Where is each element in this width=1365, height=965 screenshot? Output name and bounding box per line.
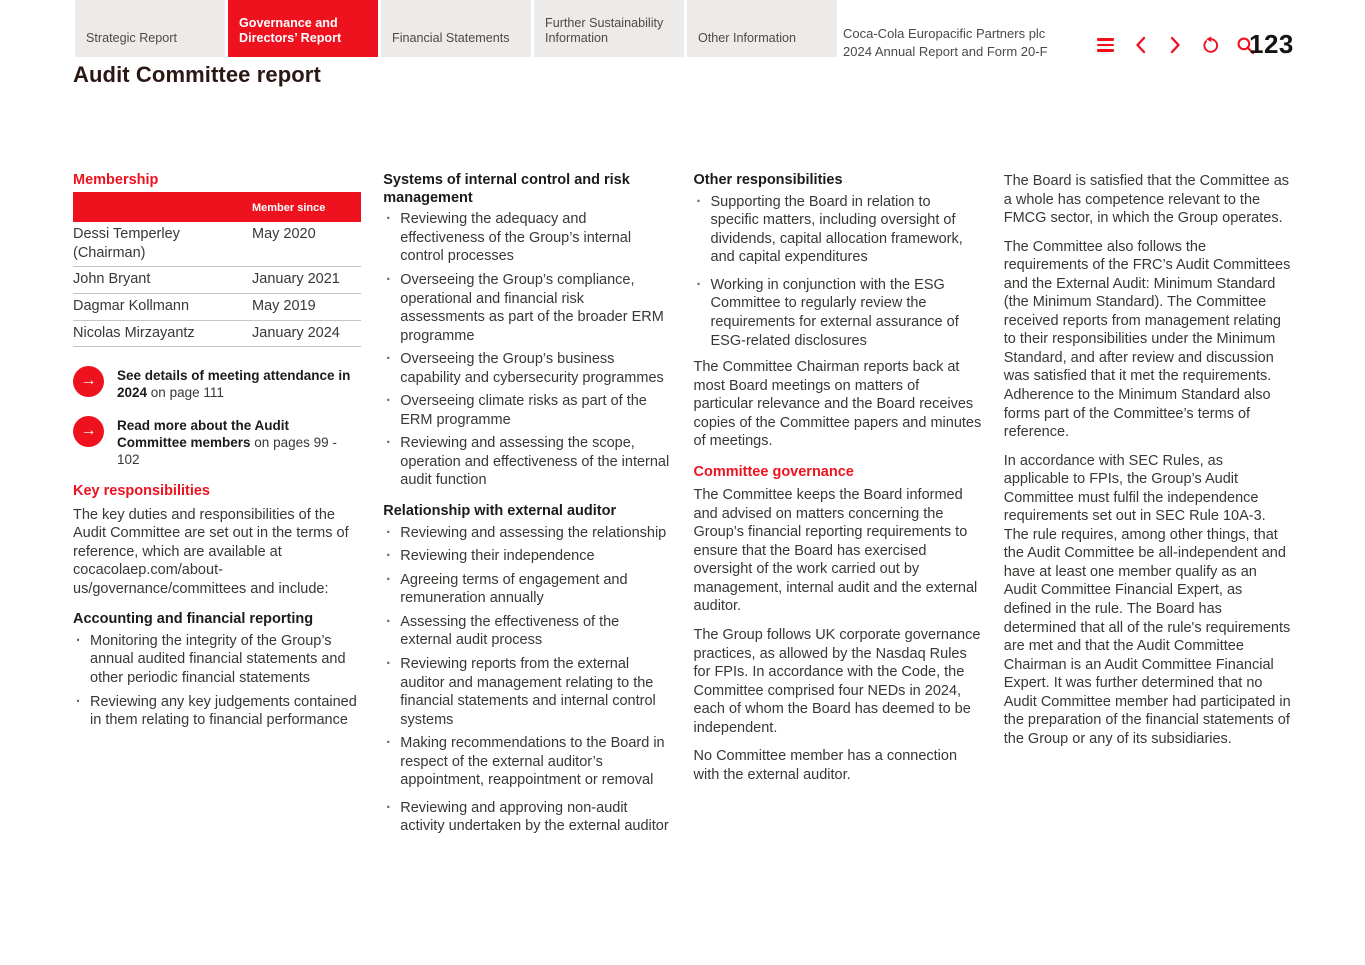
tab-label: Governance and Directors’ Report	[239, 15, 342, 46]
link-text	[117, 366, 361, 401]
link-committee-members[interactable]	[73, 416, 361, 468]
member-since: January 2021	[252, 271, 340, 288]
link-text-bold: Read more about the Audit Committee members	[117, 418, 290, 451]
column-board-satisfaction	[1004, 172, 1292, 841]
tab-label: Other Information	[698, 31, 796, 46]
table-row	[73, 321, 361, 348]
chevron-right-icon[interactable]	[1165, 35, 1185, 55]
bullet-item: · Reviewing reports from the external auditor and management relating to the financial statements and internal control systems	[383, 655, 671, 729]
external-auditor-bullet-list	[383, 524, 671, 836]
page-title: Audit Committee report	[73, 62, 321, 87]
external-auditor-heading: Relationship with external auditor	[383, 503, 617, 520]
brand-line-2: 2024 Annual Report and Form 20-F	[843, 43, 1048, 59]
tab-label: Further Sustainability Information	[545, 15, 664, 46]
bullet-item: · Overseeing climate risks as part of the ERM programme	[383, 392, 671, 429]
column-other-responsibilities	[694, 172, 982, 841]
bullet-item: · Reviewing the adequacy and effectiveness of the Group’s internal control processes	[383, 210, 671, 266]
arrow-right-icon: →	[73, 366, 104, 397]
column-membership	[73, 172, 361, 841]
bullet-item: · Overseeing the Group’s business capability and cybersecurity programmes	[383, 350, 671, 387]
link-text-rest: on pages 99 - 102	[117, 435, 337, 468]
frc-minimum-standard-paragraph: The Committee also follows the requirements of the FRC’s Audit Committees and the External Audit: Minimum Standard (the Minimum Standard). The Committee received reports from management relating to their responsibilities under the Minimum Standard, and after review and discussion was satisfied that it met the requirements. Adherence to the Minimum Standard also forms part of the Committee’s terms of reference.	[1003, 238, 1291, 441]
bullet-item: · Reviewing any key judgements contained in them relating to financial performance	[73, 693, 361, 730]
tab-label: Financial Statements	[392, 31, 510, 46]
systems-bullet-list	[383, 210, 671, 490]
member-since-column-header: Member since	[252, 202, 326, 215]
membership-heading: Membership	[73, 172, 159, 188]
table-row	[73, 294, 361, 321]
tab-other-information[interactable]	[687, 0, 837, 57]
member-name: Dagmar Kollmann	[73, 298, 190, 315]
menu-icon-glyph	[1097, 38, 1114, 52]
section-tabbar	[75, 0, 837, 57]
accounting-bullet-list	[73, 632, 361, 730]
link-text-rest: on page 111	[147, 385, 224, 401]
membership-table-header	[73, 192, 361, 222]
tab-governance-directors-report[interactable]	[228, 0, 378, 57]
governance-paragraph-2: The Group follows UK corporate governance practices, as allowed by the Nasdaq Rules for FPIs. In accordance with the Code, the Committee comprised four NEDs in 2024, each of whom the Board has deemed to be independent.	[693, 627, 981, 736]
member-name: Nicolas Mirzayantz	[73, 324, 195, 341]
bullet-item: · Reviewing and approving non-audit activity undertaken by the external auditor	[383, 799, 671, 836]
member-name: John Bryant	[73, 271, 151, 288]
member-name: Dessi Temperley (Chairman)	[73, 226, 180, 261]
systems-heading: Systems of internal control and risk management	[383, 172, 630, 206]
chairman-reports-paragraph: The Committee Chairman reports back at most Board meetings on matters of particular relevance and the Board receives copies of the Committee papers and minutes of meetings.	[693, 359, 982, 450]
key-responsibilities-heading: Key responsibilities	[73, 483, 210, 500]
accounting-heading: Accounting and financial reporting	[73, 611, 314, 628]
table-row	[73, 267, 361, 294]
bullet-item: · Reviewing and assessing the relationship	[383, 524, 671, 543]
member-since: May 2020	[252, 226, 316, 243]
viewer-toolbar	[1095, 35, 1255, 55]
committee-governance-heading: Committee governance	[693, 463, 854, 480]
bullet-item: · Monitoring the integrity of the Group’s annual audited financial statements and other periodic financial statements	[73, 632, 361, 688]
link-meeting-attendance[interactable]	[73, 366, 361, 401]
tab-strategic-report[interactable]	[75, 0, 225, 57]
member-since: May 2019	[252, 298, 316, 315]
arrow-right-icon: →	[73, 416, 104, 447]
board-satisfied-paragraph: The Board is satisfied that the Committee as a whole has competence relevant to the FMCG sector, in which the Group operates.	[1003, 173, 1290, 227]
column-internal-control	[383, 172, 671, 841]
tab-further-sustainability-information[interactable]	[534, 0, 684, 57]
bullet-item: · Assessing the effectiveness of the external audit process	[383, 613, 671, 650]
bullet-item: · Supporting the Board in relation to specific matters, including oversight of dividends, capital allocation framework, and capital expenditures	[694, 193, 982, 267]
membership-table	[73, 192, 361, 347]
brand-line-1: Coca-Cola Europacific Partners plc	[843, 26, 1046, 41]
undo-icon[interactable]	[1200, 35, 1220, 55]
link-text	[117, 416, 361, 468]
bullet-item: · Making recommendations to the Board in respect of the external auditor’s appointment, reappointment or removal	[383, 734, 671, 790]
report-body	[73, 172, 1292, 841]
governance-paragraph-3: No Committee member has a connection with the external auditor.	[693, 748, 958, 783]
bullet-item: · Agreeing terms of engagement and remuneration annually	[383, 571, 671, 608]
tab-financial-statements[interactable]	[381, 0, 531, 57]
other-responsibilities-bullet-list	[694, 193, 982, 350]
bullet-item: · Reviewing their independence	[383, 547, 671, 566]
governance-paragraph-1: The Committee keeps the Board informed and advised on matters concerning the Group’s financial reporting requirements to ensure that the Board has exercised oversight of the work carried out by management, internal audit and the external auditor.	[693, 487, 978, 615]
chevron-left-icon[interactable]	[1130, 35, 1150, 55]
bullet-item: · Overseeing the Group’s compliance, operational and financial risk assessments as part of the broader ERM programme	[383, 271, 671, 345]
tab-label: Strategic Report	[86, 31, 177, 46]
report-brand-text	[843, 25, 1073, 60]
sec-rules-paragraph: In accordance with SEC Rules, as applicable to FPIs, the Group’s Audit Committee must fulfil the independence requirements set out in SEC Rule 10A-3. The rule requires, among other things, that the Audit Committee be all-independent and have at least one member qualify as an Audit Committee Financial Expert, as defined in the rule. The Board has determined that all of the rule's requirements are met and that the Audit Committee Chairman is an Audit Committee Financial Expert. It was further determined that no Audit Committee member had participated in the preparation of the financial statements of the Group or any of its subsidiaries.	[1003, 452, 1291, 747]
member-since: January 2024	[252, 324, 340, 341]
table-row	[73, 222, 361, 267]
link-text-bold: See details of meeting attendance in 2024	[117, 368, 351, 401]
menu-icon[interactable]	[1095, 35, 1115, 55]
bullet-item: · Reviewing and assessing the scope, operation and effectiveness of the internal audit function	[383, 434, 671, 490]
bullet-item: · Working in conjunction with the ESG Committee to regularly review the requirements for external assurance of ESG-related disclosures	[694, 276, 982, 350]
other-responsibilities-heading: Other responsibilities	[693, 172, 843, 188]
key-responsibilities-intro: The key duties and responsibilities of the Audit Committee are set out in the terms of reference, which are available at cocacolaep.com/about-us/governance/committees and include:	[73, 506, 349, 597]
page-number: 123	[1249, 29, 1294, 59]
